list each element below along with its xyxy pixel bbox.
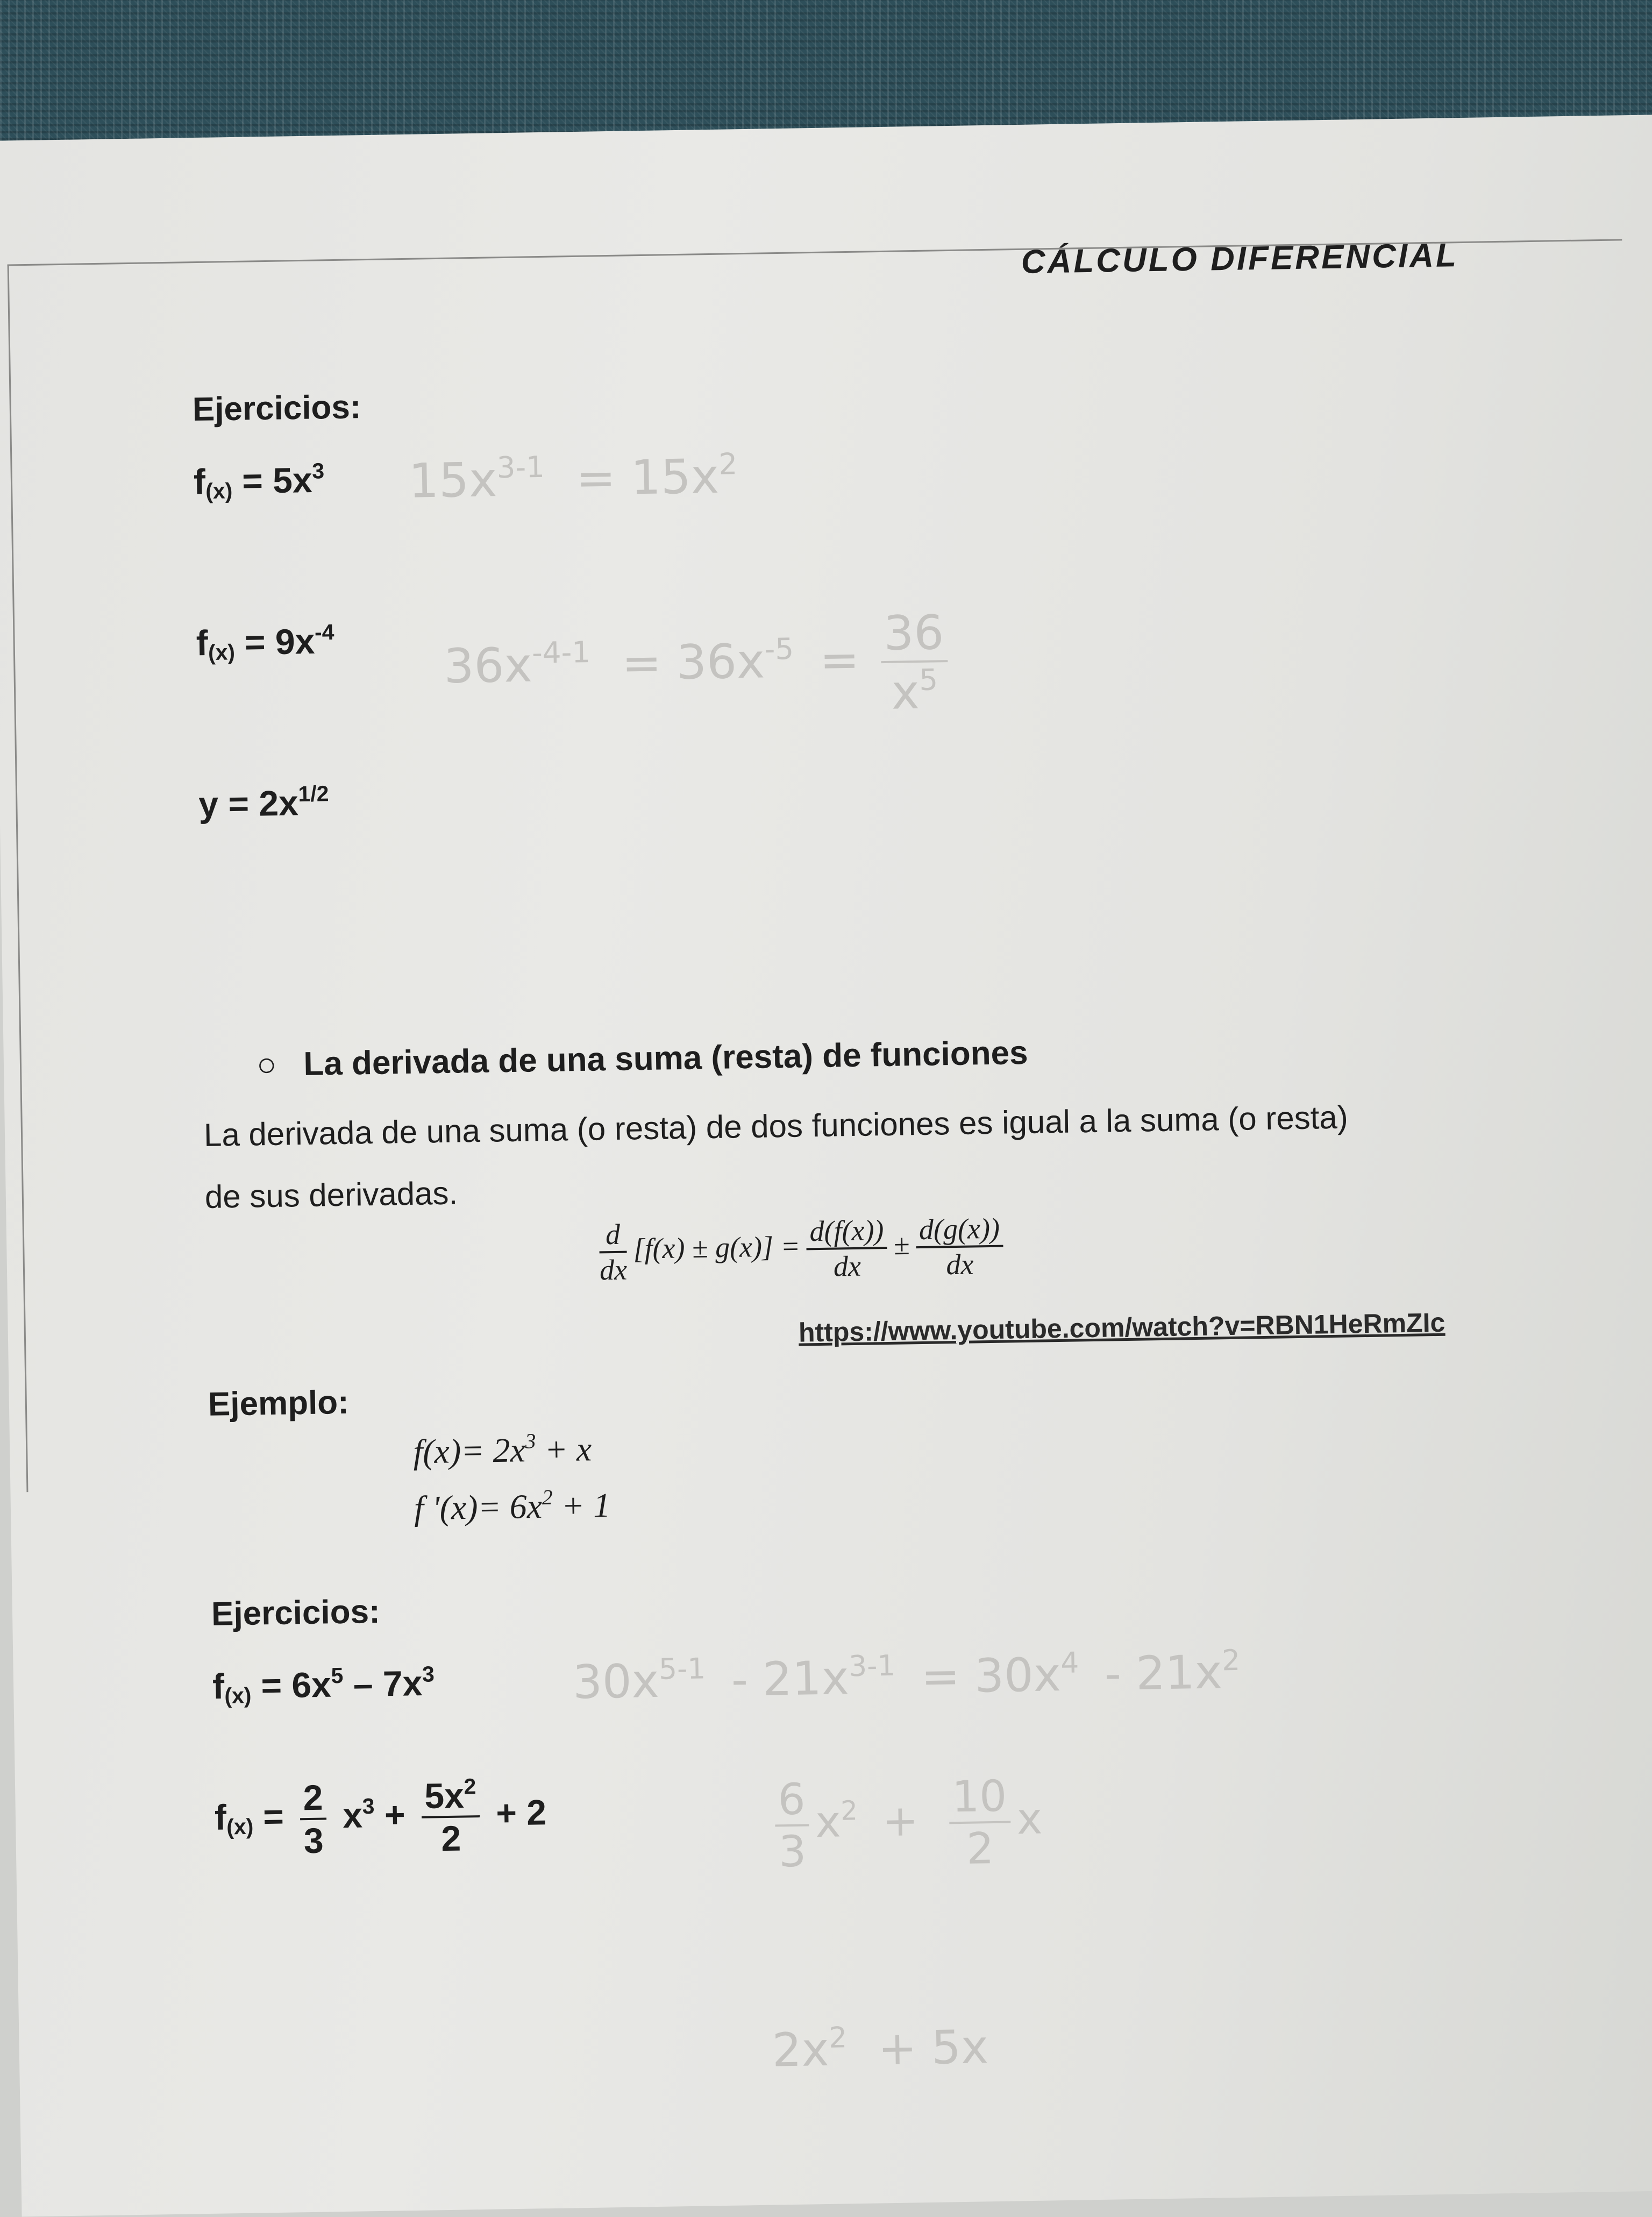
worksheet-page [0,115,1652,2217]
exercise-1-function: $f_{(x)} = 5x^3$ [193,458,325,504]
exercises-heading-2: Ejercicios: [211,1593,381,1633]
exercises-heading-1: Ejercicios: [192,388,362,429]
exercise-2-function: $f_{(x)} = 9x^{-4}$ [196,620,334,665]
example-heading: Ejemplo: [208,1383,350,1423]
theory-heading: ○ La derivada de una suma (resta) de funciones [256,1034,1029,1084]
exercise-5-handwritten-answer: $\frac{6}{3}$ $x^2$ + $\frac{10}{2}$ x [768,1771,1043,1877]
theory-text-line-1: La derivada de una suma (o resta) de dos funciones es igual a la suma (o resta) [203,1099,1349,1153]
exercise-4-handwritten-answer: $30x^{5-1} - 21x^{3-1} = 30x^4 - 21x^2$ [572,1643,1241,1710]
exercise-5-function: $f_{(x)}$ = $\frac{2}{3}$ $x^3$ + $\frac{5x^2}{2}$ + 2 [214,1774,547,1860]
bullet-icon: ○ [256,1046,277,1084]
exercise-3-function: $y = 2x^{1/2}$ [198,781,329,825]
youtube-link[interactable]: https://www.youtube.com/watch?v=RBN1HeRmZIc [798,1307,1446,1348]
exercise-4-function: $f_{(x)} = 6x^5 - 7x^3$ [212,1661,435,1708]
example-line-1: $f(x)= 2x^3 + x$ [412,1429,592,1471]
exercise-1-handwritten-answer: $15x^{3-1} = 15x^2$ [408,446,738,509]
example-line-2: f '$(x)= 6x^2 + 1$ [414,1485,611,1527]
page-title: CÁLCULO DIFERENCIAL [1021,237,1459,281]
exercise-5-handwritten-result: $2x^2 + 5x$ [772,2020,989,2078]
theory-text-line-2: de sus derivadas. [204,1175,458,1215]
sum-rule-formula: $\frac{d}{dx}$ [f(x) ± g(x)] = $\frac{d(f(x))}{dx}$ ± $\frac{d(g(x))}{dx}$ [593,1211,1010,1287]
exercise-2-handwritten-answer: $36x^{-4-1} = 36x^{-5}$ = $\frac{36}{x^5}$ [443,605,955,727]
exercise-2-handwritten-fraction: $\frac{36}{x^5}$ [880,605,948,720]
